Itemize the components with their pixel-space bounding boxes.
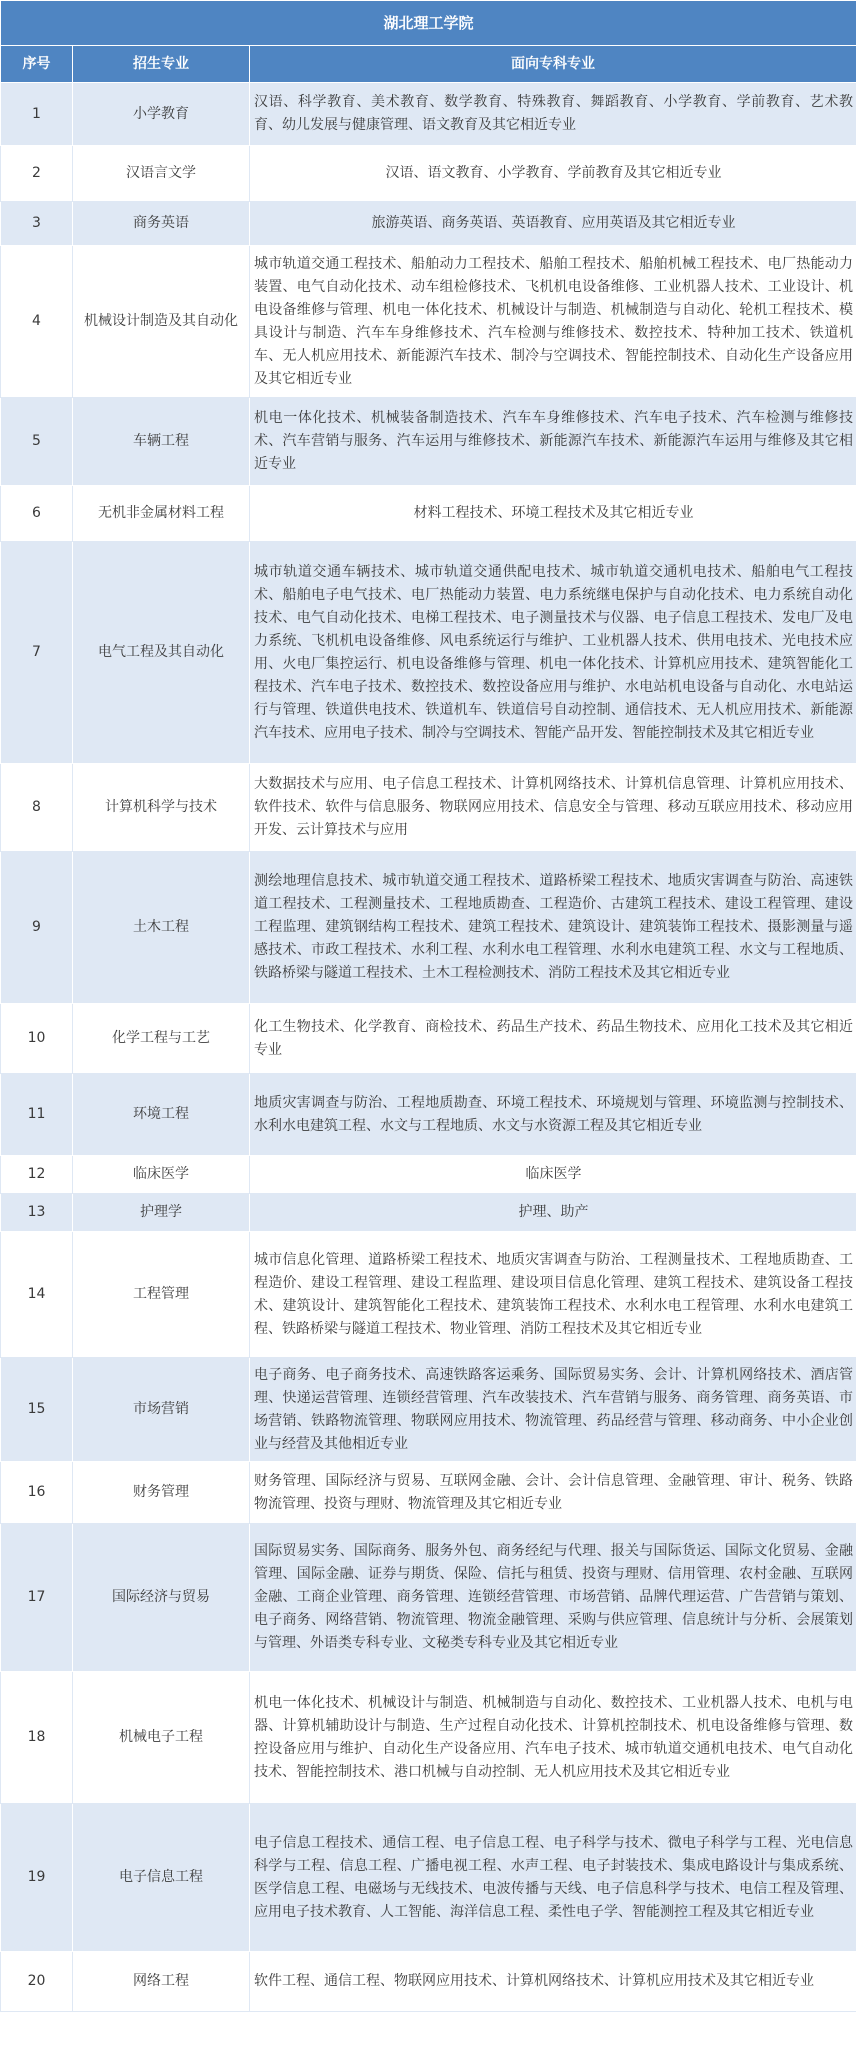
table-row	[1, 83, 856, 146]
row-no: 10	[1, 1004, 73, 1074]
row-no: 15	[1, 1358, 73, 1462]
row-no: 11	[1, 1074, 73, 1156]
row-major: 工程管理	[73, 1232, 250, 1358]
row-source: 地质灾害调查与防治、工程地质勘查、环境工程技术、环境规划与管理、环境监测与控制技术、水利水电建筑工程、水文与工程地质、水文与水资源工程及其它相近专业	[250, 1074, 856, 1156]
row-source: 财务管理、国际经济与贸易、互联网金融、会计、会计信息管理、金融管理、审计、税务、铁路物流管理、投资与理财、物流管理及其它相近专业	[250, 1462, 856, 1524]
header-no: 序号	[1, 46, 73, 83]
row-major: 机械电子工程	[73, 1672, 250, 1804]
row-major: 电气工程及其自动化	[73, 542, 250, 764]
row-no: 16	[1, 1462, 73, 1524]
row-source: 材料工程技术、环境工程技术及其它相近专业	[250, 486, 856, 542]
table-row	[1, 1952, 856, 2012]
row-source: 化工生物技术、化学教育、商检技术、药品生产技术、药品生物技术、应用化工技术及其它相近专业	[250, 1004, 856, 1074]
row-major: 国际经济与贸易	[73, 1524, 250, 1672]
table-title: 湖北理工学院	[1, 1, 856, 46]
table-row	[1, 1524, 856, 1672]
table-row	[1, 764, 856, 852]
table-row	[1, 1156, 856, 1194]
row-source: 汉语、语文教育、小学教育、学前教育及其它相近专业	[250, 146, 856, 202]
title-row	[1, 1, 856, 46]
header-major: 招生专业	[73, 46, 250, 83]
row-no: 20	[1, 1952, 73, 2012]
table-row	[1, 852, 856, 1004]
row-no: 1	[1, 83, 73, 146]
row-source: 测绘地理信息技术、城市轨道交通工程技术、道路桥梁工程技术、地质灾害调查与防治、高速铁道工程技术、工程测量技术、工程地质勘查、工程造价、古建筑工程技术、建设工程管理、建设工程监理、建筑钢结构工程技术、建筑工程技术、建筑设计、建筑装饰工程技术、摄影测量与遥感技术、市政工程技术、水利工程、水利水电工程管理、水利水电建筑工程、水文与工程地质、铁路桥梁与隧道工程技术、土木工程检测技术、消防工程技术及其它相近专业	[250, 852, 856, 1004]
row-source: 软件工程、通信工程、物联网应用技术、计算机网络技术、计算机应用技术及其它相近专业	[250, 1952, 856, 2012]
row-major: 车辆工程	[73, 398, 250, 486]
row-source: 城市信息化管理、道路桥梁工程技术、地质灾害调查与防治、工程测量技术、工程地质勘查、工程造价、建设工程管理、建设工程监理、建设项目信息化管理、建筑工程技术、建筑设备工程技术、建筑设计、建筑智能化工程技术、建筑装饰工程技术、水利水电工程管理、水利水电建筑工程、铁路桥梁与隧道工程技术、物业管理、消防工程技术及其它相近专业	[250, 1232, 856, 1358]
row-major: 化学工程与工艺	[73, 1004, 250, 1074]
table-row	[1, 1004, 856, 1074]
table-row	[1, 1232, 856, 1358]
table-row	[1, 1194, 856, 1232]
header-row	[1, 46, 856, 83]
row-source: 汉语、科学教育、美术教育、数学教育、特殊教育、舞蹈教育、小学教育、学前教育、艺术教育、幼儿发展与健康管理、语文教育及其它相近专业	[250, 83, 856, 146]
row-no: 6	[1, 486, 73, 542]
header-source: 面向专科专业	[250, 46, 856, 83]
row-major: 市场营销	[73, 1358, 250, 1462]
row-source: 机电一体化技术、机械设计与制造、机械制造与自动化、数控技术、工业机器人技术、电机与电器、计算机辅助设计与制造、生产过程自动化技术、计算机控制技术、机电设备维修与管理、数控设备应用与维护、自动化生产设备应用、汽车电子技术、城市轨道交通机电技术、电气自动化技术、智能控制技术、港口机械与自动控制、无人机应用技术及其它相近专业	[250, 1672, 856, 1804]
table-row	[1, 486, 856, 542]
row-major: 网络工程	[73, 1952, 250, 2012]
table-row	[1, 146, 856, 202]
table-row	[1, 246, 856, 398]
row-major: 土木工程	[73, 852, 250, 1004]
table-row	[1, 1074, 856, 1156]
row-no: 19	[1, 1804, 73, 1952]
row-no: 9	[1, 852, 73, 1004]
row-major: 环境工程	[73, 1074, 250, 1156]
row-no: 12	[1, 1156, 73, 1194]
row-source: 护理、助产	[250, 1194, 856, 1232]
row-major: 无机非金属材料工程	[73, 486, 250, 542]
row-source: 大数据技术与应用、电子信息工程技术、计算机网络技术、计算机信息管理、计算机应用技术、软件技术、软件与信息服务、物联网应用技术、信息安全与管理、移动互联应用技术、移动应用开发、云计算技术与应用	[250, 764, 856, 852]
row-source: 国际贸易实务、国际商务、服务外包、商务经纪与代理、报关与国际货运、国际文化贸易、金融管理、国际金融、证券与期货、保险、信托与租赁、投资与理财、信用管理、农村金融、互联网金融、工商企业管理、商务管理、连锁经营管理、市场营销、品牌代理运营、广告营销与策划、电子商务、网络营销、物流管理、物流金融管理、采购与供应管理、信息统计与分析、会展策划与管理、外语类专科专业、文秘类专科专业及其它相近专业	[250, 1524, 856, 1672]
table-row	[1, 1462, 856, 1524]
row-no: 17	[1, 1524, 73, 1672]
row-major: 机械设计制造及其自动化	[73, 246, 250, 398]
row-source: 旅游英语、商务英语、英语教育、应用英语及其它相近专业	[250, 202, 856, 246]
row-major: 商务英语	[73, 202, 250, 246]
row-no: 14	[1, 1232, 73, 1358]
row-major: 汉语言文学	[73, 146, 250, 202]
table-row	[1, 1672, 856, 1804]
row-no: 4	[1, 246, 73, 398]
row-major: 电子信息工程	[73, 1804, 250, 1952]
row-major: 护理学	[73, 1194, 250, 1232]
row-source: 临床医学	[250, 1156, 856, 1194]
table-row	[1, 1804, 856, 1952]
row-no: 18	[1, 1672, 73, 1804]
row-no: 2	[1, 146, 73, 202]
row-no: 13	[1, 1194, 73, 1232]
row-source: 城市轨道交通工程技术、船舶动力工程技术、船舶工程技术、船舶机械工程技术、电厂热能动力装置、电气自动化技术、动车组检修技术、飞机机电设备维修、工业机器人技术、工业设计、机电设备维修与管理、机电一体化技术、机械设计与制造、机械制造与自动化、轮机工程技术、模具设计与制造、汽车车身维修技术、汽车检测与维修技术、数控技术、特种加工技术、铁道机车、无人机应用技术、新能源汽车技术、制冷与空调技术、智能控制技术、自动化生产设备应用及其它相近专业	[250, 246, 856, 398]
row-source: 机电一体化技术、机械装备制造技术、汽车车身维修技术、汽车电子技术、汽车检测与维修技术、汽车营销与服务、汽车运用与维修技术、新能源汽车技术、新能源汽车运用与维修及其它相近专业	[250, 398, 856, 486]
row-source: 电子商务、电子商务技术、高速铁路客运乘务、国际贸易实务、会计、计算机网络技术、酒店管理、快递运营管理、连锁经营管理、汽车改装技术、汽车营销与服务、商务管理、商务英语、市场营销、铁路物流管理、物联网应用技术、物流管理、药品经营与管理、移动商务、中小企业创业与经营及其他相近专业	[250, 1358, 856, 1462]
row-no: 3	[1, 202, 73, 246]
table-row	[1, 542, 856, 764]
row-no: 8	[1, 764, 73, 852]
row-source: 电子信息工程技术、通信工程、电子信息工程、电子科学与技术、微电子科学与工程、光电信息科学与工程、信息工程、广播电视工程、水声工程、电子封装技术、集成电路设计与集成系统、医学信息工程、电磁场与无线技术、电波传播与天线、电子信息科学与技术、电信工程及管理、应用电子技术教育、人工智能、海洋信息工程、柔性电子学、智能测控工程及其它相近专业	[250, 1804, 856, 1952]
table-row	[1, 202, 856, 246]
table-row	[1, 398, 856, 486]
row-no: 5	[1, 398, 73, 486]
row-major: 计算机科学与技术	[73, 764, 250, 852]
row-major: 临床医学	[73, 1156, 250, 1194]
row-no: 7	[1, 542, 73, 764]
row-source: 城市轨道交通车辆技术、城市轨道交通供配电技术、城市轨道交通机电技术、船舶电气工程技术、船舶电子电气技术、电厂热能动力装置、电力系统继电保护与自动化技术、电力系统自动化技术、电气自动化技术、电梯工程技术、电子测量技术与仪器、电子信息工程技术、发电厂及电力系统、飞机机电设备维修、风电系统运行与维护、工业机器人技术、供用电技术、光电技术应用、火电厂集控运行、机电设备维修与管理、机电一体化技术、计算机应用技术、建筑智能化工程技术、汽车电子技术、数控技术、数控设备应用与维护、水电站机电设备与自动化、水电站运行与管理、铁道供电技术、铁道机车、铁道信号自动控制、通信技术、无人机应用技术、新能源汽车技术、应用电子技术、制冷与空调技术、智能产品开发、智能控制技术及其它相近专业	[250, 542, 856, 764]
row-major: 财务管理	[73, 1462, 250, 1524]
table-row	[1, 1358, 856, 1462]
row-major: 小学教育	[73, 83, 250, 146]
